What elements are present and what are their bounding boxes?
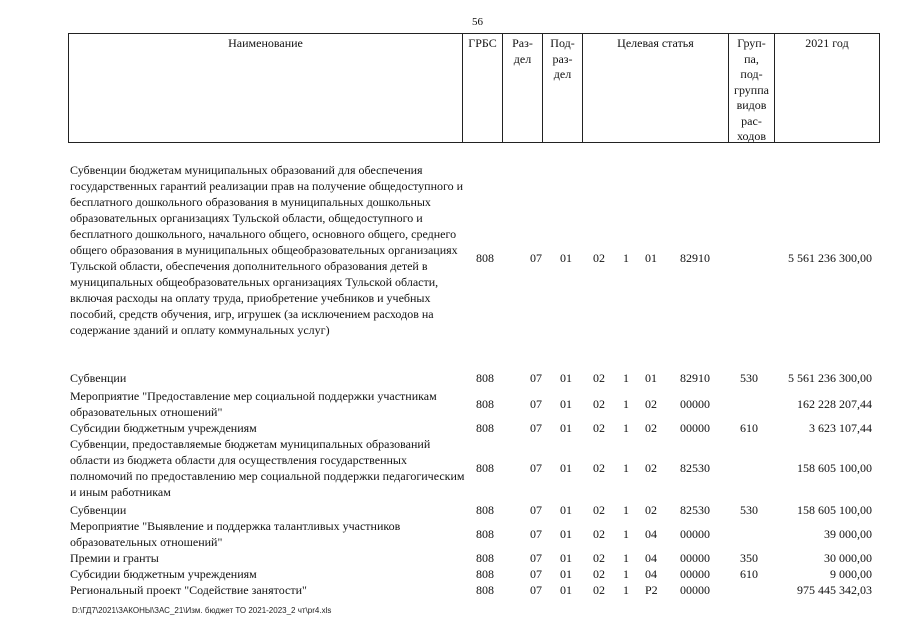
row-target-program: 02 [593, 527, 605, 541]
table-row [70, 388, 880, 420]
table-row [70, 160, 880, 352]
row-sum: 5 561 236 300,00 [788, 371, 872, 385]
row-target-subprogram: 1 [623, 567, 629, 581]
row-target-subprogram: 1 [623, 397, 629, 411]
row-razdel: 07 [530, 583, 542, 597]
row-target-subprogram: 1 [623, 421, 629, 435]
row-target-program: 02 [593, 397, 605, 411]
row-name: Субвенции бюджетам муниципальных образований для обеспечения государственных гарантий реализации прав на получение общедоступного и бесплатного дошкольного образования в муниципальных дошкольных образовательных организациях Тульской области, общедоступного и бесплатного дошкольного, начального общего, основного общего, среднего общего образования в муниципальных общеобразовательных организациях Тульской области, обеспечения дополнительного образования детей в муниципальных общеобразовательных организациях Тульской области, включая расходы на оплату труда, приобретение учебников и учебных пособий, средств обучения, игр, игрушек (за исключением расходов на содержание зданий и оплату коммунальных услуг) [70, 163, 464, 337]
row-target-program: 02 [593, 503, 605, 517]
row-target-event: 01 [645, 371, 657, 385]
row-name: Региональный проект "Содействие занятости" [70, 583, 307, 597]
row-podrazdel: 01 [560, 371, 572, 385]
row-grbs: 808 [476, 567, 494, 581]
row-grbs: 808 [476, 371, 494, 385]
row-target-subprogram: 1 [623, 551, 629, 565]
row-name: Премии и гранты [70, 551, 159, 565]
row-razdel: 07 [530, 461, 542, 475]
row-target-direction: 00000 [680, 567, 710, 581]
row-sum: 3 623 107,44 [809, 421, 872, 435]
row-podrazdel: 01 [560, 251, 572, 265]
row-target-program: 02 [593, 461, 605, 475]
row-target-direction: 82910 [680, 371, 710, 385]
row-name: Субвенции, предоставляемые бюджетам муниципальных образований области из бюджета области для осуществления государственных полномочий по предоставлению мер социальной поддержки педагогическим и иным работникам [70, 437, 465, 499]
row-target-direction: 00000 [680, 421, 710, 435]
row-name: Субвенции [70, 371, 127, 385]
row-target-subprogram: 1 [623, 527, 629, 541]
row-sum: 975 445 342,03 [797, 583, 872, 597]
row-target-event: P2 [645, 583, 658, 597]
row-grbs: 808 [476, 527, 494, 541]
header-year: 2021 год [805, 36, 849, 50]
row-podrazdel: 01 [560, 503, 572, 517]
table-row [70, 550, 880, 566]
row-target-program: 02 [593, 251, 605, 265]
row-grbs: 808 [476, 251, 494, 265]
row-name: Мероприятие "Выявление и поддержка талантливых участников образовательных отношений" [70, 519, 401, 549]
row-razdel: 07 [530, 397, 542, 411]
row-grbs: 808 [476, 583, 494, 597]
header-target-article: Целевая статья [583, 34, 729, 142]
row-target-event: 02 [645, 397, 657, 411]
row-podrazdel: 01 [560, 567, 572, 581]
table-row [70, 436, 880, 500]
row-sum: 158 605 100,00 [797, 461, 872, 475]
row-target-program: 02 [593, 551, 605, 565]
row-sum: 5 561 236 300,00 [788, 251, 872, 265]
row-razdel: 07 [530, 551, 542, 565]
row-target-program: 02 [593, 583, 605, 597]
row-sum: 162 228 207,44 [797, 397, 872, 411]
row-target-event: 01 [645, 251, 657, 265]
row-name: Мероприятие "Предоставление мер социальной поддержки участникам образовательных отношений" [70, 389, 437, 419]
row-razdel: 07 [530, 421, 542, 435]
file-path: D:\ГД7\2021\ЗАКОНЫ\ЗАС_21\Изм. бюджет ТО 2021-2023_2 чт\pr4.xls [72, 606, 332, 615]
row-name: Субвенции [70, 503, 127, 517]
row-target-subprogram: 1 [623, 371, 629, 385]
row-target-direction: 82530 [680, 461, 710, 475]
row-target-direction: 00000 [680, 397, 710, 411]
row-target-event: 02 [645, 421, 657, 435]
table-row [70, 582, 880, 598]
header-grbs: ГРБС [463, 34, 503, 142]
row-name: Субсидии бюджетным учреждениям [70, 567, 257, 581]
row-podrazdel: 01 [560, 551, 572, 565]
row-target-event: 04 [645, 551, 657, 565]
header-razdel: Раз- дел [503, 34, 543, 142]
row-grbs: 808 [476, 503, 494, 517]
row-sum: 9 000,00 [830, 567, 872, 581]
row-razdel: 07 [530, 527, 542, 541]
row-target-program: 02 [593, 371, 605, 385]
row-target-event: 02 [645, 503, 657, 517]
row-target-subprogram: 1 [623, 251, 629, 265]
page-number: 56 [472, 16, 483, 28]
header-expense-group: Груп- па, под- группа видов рас- ходов [729, 34, 775, 142]
row-podrazdel: 01 [560, 461, 572, 475]
row-target-program: 02 [593, 421, 605, 435]
row-grbs: 808 [476, 397, 494, 411]
row-podrazdel: 01 [560, 583, 572, 597]
row-target-subprogram: 1 [623, 503, 629, 517]
row-grbs: 808 [476, 461, 494, 475]
row-target-program: 02 [593, 567, 605, 581]
row-target-event: 02 [645, 461, 657, 475]
row-expense-group: 350 [740, 551, 758, 565]
table-row [70, 566, 880, 582]
row-target-direction: 82530 [680, 503, 710, 517]
row-target-direction: 00000 [680, 527, 710, 541]
table-row [70, 518, 880, 550]
row-podrazdel: 01 [560, 421, 572, 435]
row-expense-group: 530 [740, 503, 758, 517]
row-target-direction: 00000 [680, 551, 710, 565]
row-name: Субсидии бюджетным учреждениям [70, 421, 257, 435]
row-target-event: 04 [645, 527, 657, 541]
row-expense-group: 610 [740, 421, 758, 435]
row-razdel: 07 [530, 567, 542, 581]
row-sum: 158 605 100,00 [797, 503, 872, 517]
row-razdel: 07 [530, 251, 542, 265]
row-target-subprogram: 1 [623, 461, 629, 475]
row-sum: 39 000,00 [824, 527, 872, 541]
table-row [70, 370, 880, 388]
header-name: Наименование [69, 34, 463, 142]
row-podrazdel: 01 [560, 527, 572, 541]
row-razdel: 07 [530, 371, 542, 385]
row-target-event: 04 [645, 567, 657, 581]
row-target-subprogram: 1 [623, 583, 629, 597]
row-expense-group: 610 [740, 567, 758, 581]
row-razdel: 07 [530, 503, 542, 517]
row-target-direction: 00000 [680, 583, 710, 597]
header-podrazdel: Под- раз- дел [543, 34, 583, 142]
row-sum: 30 000,00 [824, 551, 872, 565]
row-target-direction: 82910 [680, 251, 710, 265]
row-grbs: 808 [476, 551, 494, 565]
row-expense-group: 530 [740, 371, 758, 385]
table-header [68, 33, 880, 143]
row-grbs: 808 [476, 421, 494, 435]
row-podrazdel: 01 [560, 397, 572, 411]
